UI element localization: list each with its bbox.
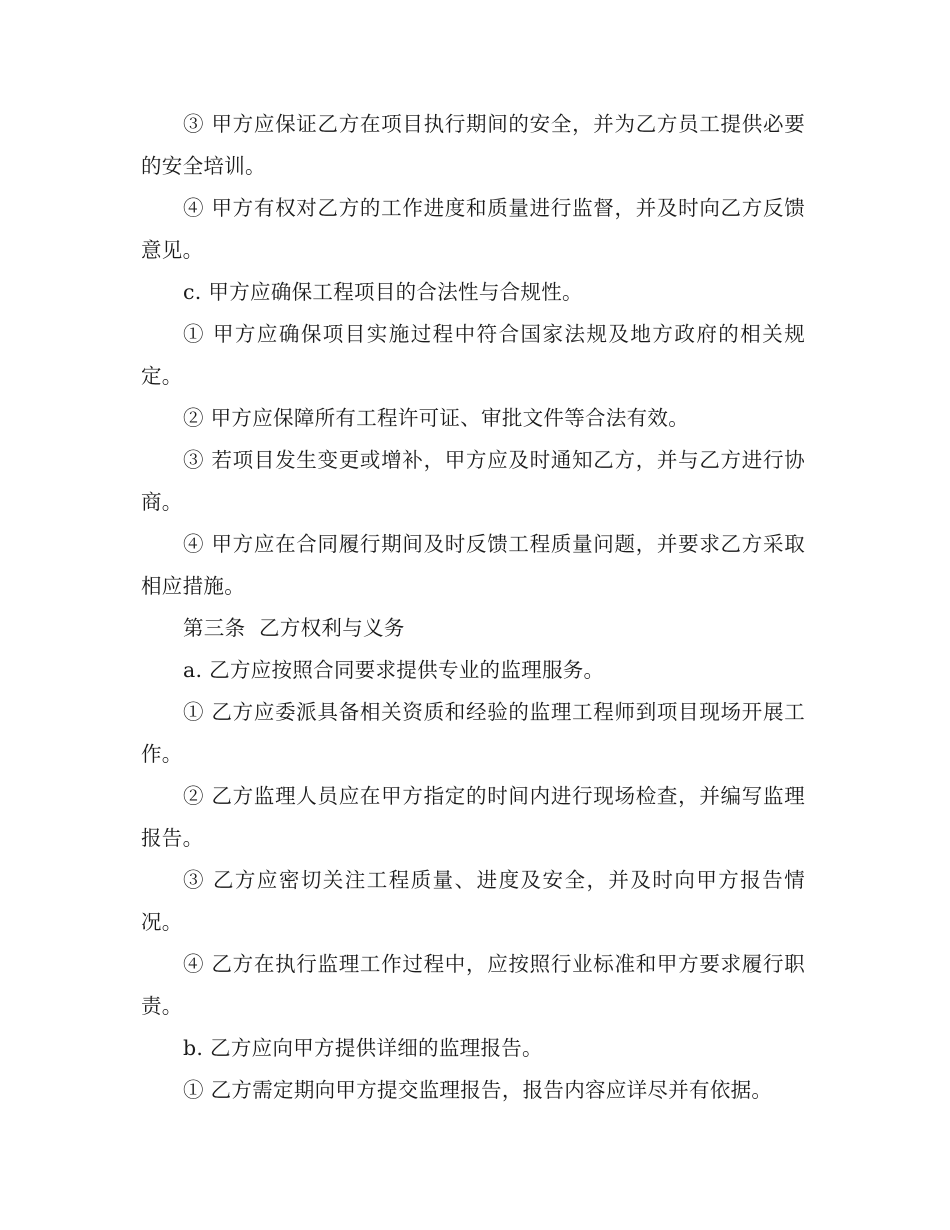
document-body <box>141 103 805 1111</box>
paragraph-clause-c4: ④ 甲方应在合同履行期间及时反馈工程质量问题，并要求乙方采取相应措施。 <box>141 532 805 598</box>
paragraph-item-c: c. 甲方应确保工程项目的合法性与合规性。 <box>183 280 583 304</box>
paragraph-item-a: a. 乙方应按照合同要求提供专业的监理服务。 <box>183 658 605 682</box>
paragraph-clause-a2: ② 乙方监理人员应在甲方指定的时间内进行现场检查，并编写监理报告。 <box>141 784 805 850</box>
section-heading-article-3: 第三条 乙方权利与义务 <box>183 616 405 640</box>
paragraph-clause-a3-party-b: ③ 乙方应密切关注工程质量、进度及安全，并及时向甲方报告情况。 <box>141 868 805 934</box>
paragraph-clause-b1: ① 乙方需定期向甲方提交监理报告，报告内容应详尽并有依据。 <box>183 1078 773 1102</box>
paragraph-clause-c3: ③ 若项目发生变更或增补，甲方应及时通知乙方，并与乙方进行协商。 <box>141 448 805 514</box>
paragraph-item-b: b. 乙方应向甲方提供详细的监理报告。 <box>183 1036 543 1060</box>
paragraph-clause-c1: ① 甲方应确保项目实施过程中符合国家法规及地方政府的相关规定。 <box>141 322 805 388</box>
paragraph-clause-a3: ③ 甲方应保证乙方在项目执行期间的安全，并为乙方员工提供必要的安全培训。 <box>141 112 805 178</box>
paragraph-clause-a4: ④ 甲方有权对乙方的工作进度和质量进行监督，并及时向乙方反馈意见。 <box>141 196 805 262</box>
paragraph-clause-c2: ② 甲方应保障所有工程许可证、审批文件等合法有效。 <box>183 406 690 430</box>
paragraph-clause-a1: ① 乙方应委派具备相关资质和经验的监理工程师到项目现场开展工作。 <box>141 700 805 766</box>
paragraph-clause-a4-party-b: ④ 乙方在执行监理工作过程中，应按照行业标准和甲方要求履行职责。 <box>141 952 805 1018</box>
